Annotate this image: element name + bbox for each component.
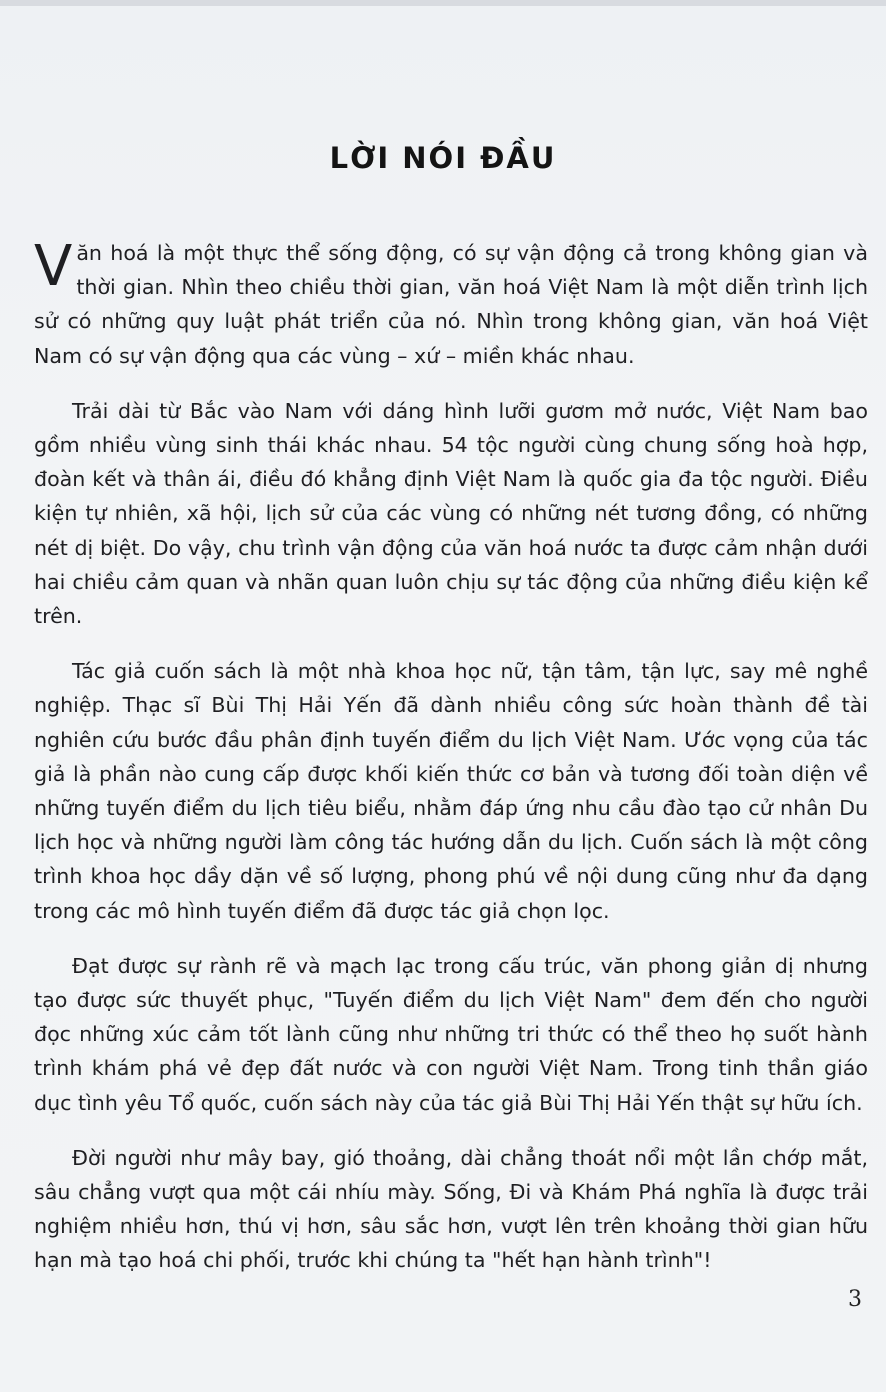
paragraph-3: Tác giả cuốn sách là một nhà khoa học nữ, tận tâm, tận lực, say mê nghề nghiệp. Thạc sĩ Bùi Thị Hải Yến đã dành nhiều công sức hoàn thành đề tài nghiên cứu bước đầu phân định tuyến điểm du lịch Việt Nam. Ước vọng của tác giả là phần nào cung cấp được khối kiến thức cơ bản và tương đối toàn diện về những tuyến điểm du lịch tiêu biểu, nhằm đáp ứng nhu cầu đào tạo cử nhân Du lịch học và những người làm công tác hướng dẫn du lịch. Cuốn sách là một công trình khoa học dầy dặn về số lượng, phong phú về nội dung cũng như đa dạng trong các mô hình tuyến điểm đã được tác giả chọn lọc. bbox=[34, 659, 868, 923]
drop-cap: V bbox=[34, 234, 73, 299]
paragraph-4: Đạt được sự rành rẽ và mạch lạc trong cấu trúc, văn phong giản dị nhưng tạo được sức thuyết phục, "Tuyến điểm du lịch Việt Nam" đem đến cho người đọc những xúc cảm tốt lành cũng như những tri thức có thể theo họ suốt hành trình khám phá vẻ đẹp đất nước và con người Việt Nam. Trong tinh thần giáo dục tình yêu Tổ quốc, cuốn sách này của tác giả Bùi Thị Hải Yến thật sự hữu ích. bbox=[34, 953, 868, 1115]
paragraph-1-text: ăn hoá là một thực thể sống động, có sự vận động cả trong không gian và thời gian. Nhìn theo chiều thời gian, văn hoá Việt Nam là một diễn trình lịch sử có những quy luật phát triển của nó. Nhìn trong không gian, văn hoá Việt Nam có sự vận động qua các vùng – xứ – miền khác nhau. bbox=[34, 241, 868, 368]
paragraph-1 bbox=[34, 236, 868, 373]
paragraph-5: Đời người như mây bay, gió thoảng, dài chẳng thoát nổi một lần chớp mắt, sâu chẳng vượt qua một cái nhíu mày. Sống, Đi và Khám Phá nghĩa là được trải nghiệm nhiều hơn, thú vị hơn, sâu sắc hơn, vượt lên trên khoảng thời gian hữu hạn mà tạo hoá chi phối, trước khi chúng ta "hết hạn hành trình"! bbox=[34, 1145, 868, 1273]
paragraph-2: Trải dài từ Bắc vào Nam với dáng hình lưỡi gươm mở nước, Việt Nam bao gồm nhiều vùng sinh thái khác nhau. 54 tộc người cùng chung sống hoà hợp, đoàn kết và thân ái, điều đó khẳng định Việt Nam là quốc gia đa tộc người. Điều kiện tự nhiên, xã hội, lịch sử của các vùng có những nét tương đồng, có những nét dị biệt. Do vậy, chu trình vận động của văn hoá nước ta được cảm nhận dưới hai chiều cảm quan và nhãn quan luôn chịu sự tác động của những điều kiện kể trên. bbox=[34, 398, 868, 629]
page-top-edge bbox=[0, 0, 886, 6]
body-text bbox=[34, 236, 868, 1299]
page-heading: LỜI NÓI ĐẦU bbox=[329, 141, 557, 175]
page-number: 3 bbox=[848, 1287, 862, 1312]
